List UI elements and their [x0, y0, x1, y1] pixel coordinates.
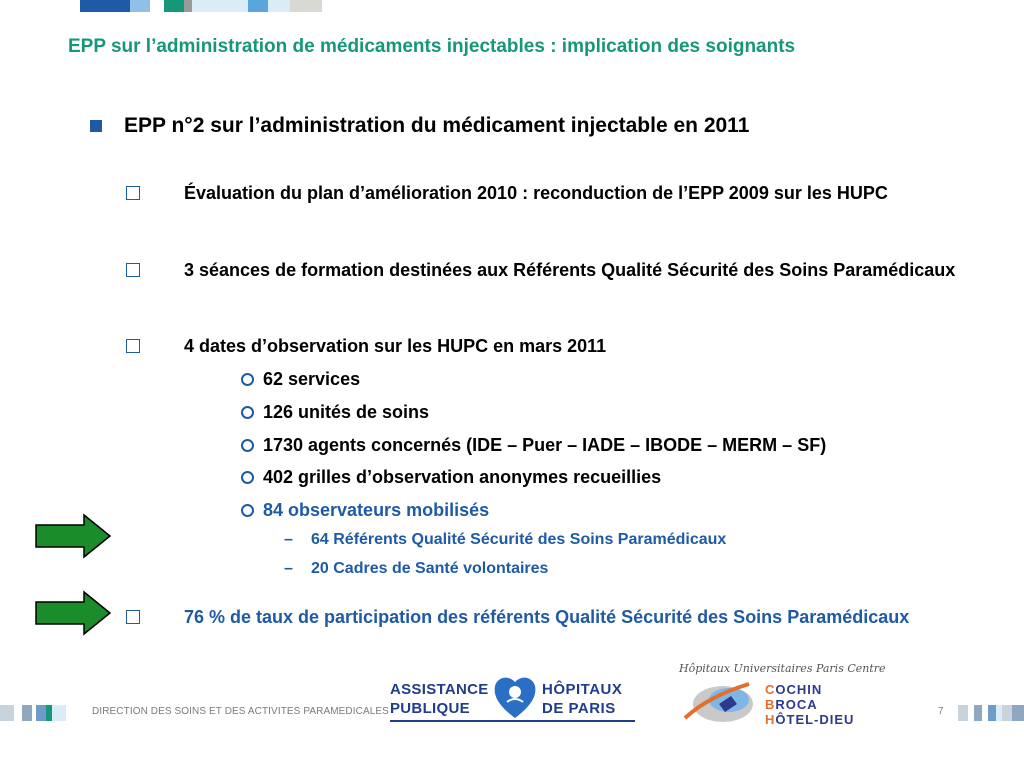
- aphp-logo: [390, 670, 635, 726]
- hupc-hospital-names: [765, 682, 854, 727]
- hupc-logo: [675, 660, 885, 730]
- circle-bullet-icon: [241, 471, 254, 484]
- sub-list-item: [241, 465, 1001, 489]
- sub-sub-list-item-text: 64 Référents Qualité Sécurité des Soins Paramédicaux: [311, 531, 727, 548]
- hupc-emblem-icon: [679, 678, 761, 728]
- top-color-strip: [80, 0, 322, 12]
- sub-list-item-text: 84 observateurs mobilisés: [263, 500, 490, 520]
- slide-title: EPP sur l’administration de médicaments injectables : implication des soignants: [68, 36, 796, 57]
- main-bullet: [90, 114, 990, 138]
- circle-bullet-icon: [241, 373, 254, 386]
- sub-list-item-text: 402 grilles d’observation anonymes recueillies: [263, 467, 662, 487]
- list-item-highlight: [126, 604, 996, 631]
- filled-square-bullet-icon: [90, 120, 102, 132]
- list-item-text: 4 dates d’observation sur les HUPC en mars 2011: [184, 336, 607, 356]
- open-square-bullet-icon: [126, 610, 140, 624]
- hupc-script-title: Hôpitaux Universitaires Paris Centre: [679, 662, 886, 675]
- sub-list-item: [241, 367, 1001, 391]
- open-square-bullet-icon: [126, 339, 140, 353]
- circle-bullet-icon: [241, 439, 254, 452]
- sub-list-item-text: 126 unités de soins: [263, 402, 430, 422]
- aphp-logo-right: HÔPITAUX DE PARIS: [542, 681, 623, 717]
- footer-strip-right: [958, 705, 1024, 721]
- sub-list-item: [241, 400, 1001, 424]
- sub-sub-list-item-text: 20 Cadres de Santé volontaires: [311, 560, 549, 577]
- sub-list-item: [241, 433, 1001, 457]
- dash-bullet: –: [284, 560, 293, 577]
- list-item: [126, 180, 996, 207]
- aphp-heart-icon: [493, 672, 537, 720]
- list-item-text: 3 séances de formation destinées aux Référents Qualité Sécurité des Soins Paramédicaux: [184, 260, 956, 280]
- sub-list-item-highlight: [241, 498, 1001, 522]
- open-square-bullet-icon: [126, 263, 140, 277]
- main-bullet-text: EPP n°2 sur l’administration du médicament injectable en 2011: [124, 114, 750, 137]
- list-item: [126, 257, 996, 284]
- sub-sub-list-item: [284, 558, 984, 580]
- green-arrow-icon: [34, 513, 112, 559]
- list-item-text: 76 % de taux de participation des référents Qualité Sécurité des Soins Paramédicaux: [184, 607, 910, 627]
- hupc-name-cochin: COCHIN: [765, 682, 823, 697]
- hupc-name-broca: BROCA: [765, 697, 818, 712]
- sub-list-item-text: 62 services: [263, 369, 361, 389]
- aphp-logo-underline: [390, 720, 635, 722]
- hupc-name-hotel-dieu: HÔTEL-DIEU: [765, 712, 855, 727]
- circle-bullet-icon: [241, 504, 254, 517]
- sub-sub-list-item: [284, 529, 984, 551]
- circle-bullet-icon: [241, 406, 254, 419]
- sub-list-item-text: 1730 agents concernés (IDE – Puer – IADE – IBODE – MERM – SF): [263, 435, 827, 455]
- page-number: 7: [938, 706, 944, 717]
- aphp-logo-left: ASSISTANCE PUBLIQUE: [390, 681, 489, 717]
- green-arrow-icon: [34, 590, 112, 636]
- footer-department: DIRECTION DES SOINS ET DES ACTIVITES PARAMEDICALES: [92, 706, 389, 717]
- open-square-bullet-icon: [126, 186, 140, 200]
- dash-bullet: –: [284, 531, 293, 548]
- list-item: [126, 333, 996, 360]
- footer-strip-left: [0, 705, 66, 721]
- list-item-text: Évaluation du plan d’amélioration 2010 : reconduction de l’EPP 2009 sur les HUPC: [184, 183, 888, 203]
